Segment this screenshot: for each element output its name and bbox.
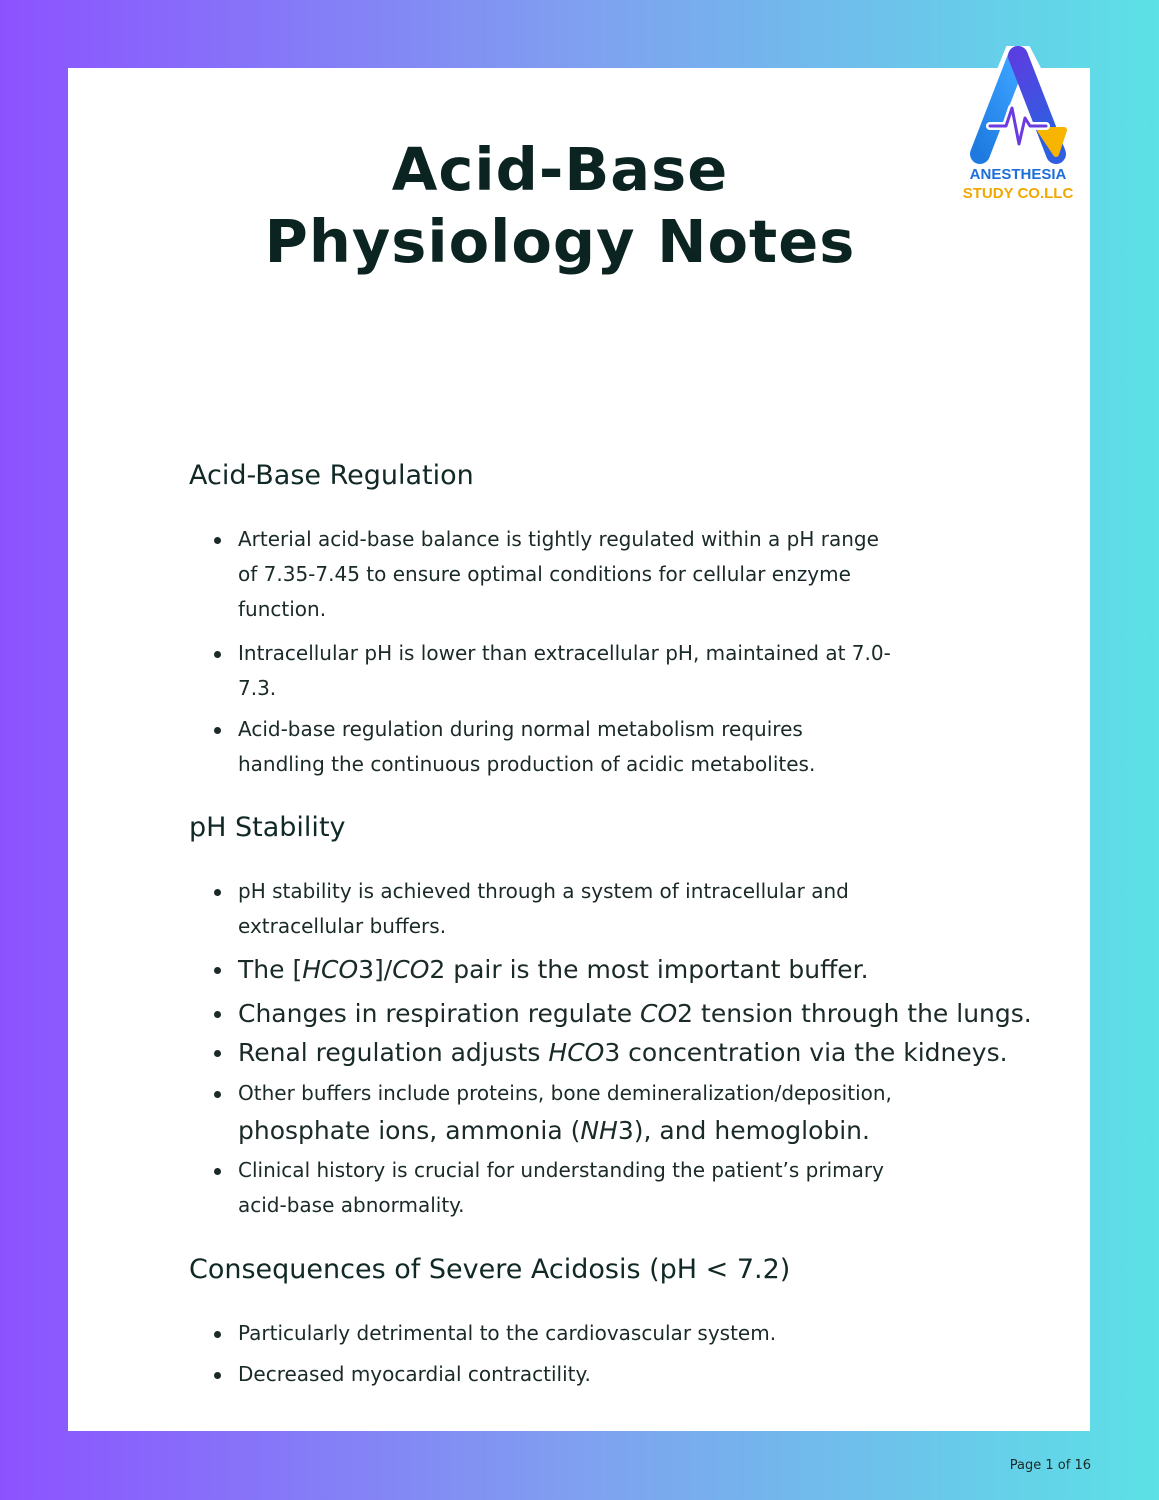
logo-text-study-co: STUDY CO.LLC — [962, 185, 1074, 202]
bullet-cardiovascular: Particularly detrimental to the cardiovascular system. — [238, 1316, 776, 1351]
bullet-arterial-balance: Arterial acid-base balance is tightly regulated within a pH range of 7.35-7.45 to ensure optimal conditions for cellular enzyme function. — [238, 522, 879, 627]
bullet-renal-regulation: Renal regulation adjusts HCO3 concentration via the kidneys. — [238, 1033, 1008, 1073]
bullet-clinical-history: Clinical history is crucial for understanding the patient’s primary acid-base abnormality. — [238, 1153, 884, 1223]
bullet-intracellular-ph: Intracellular pH is lower than extracellular pH, maintained at 7.0- 7.3. — [238, 636, 891, 706]
logo-text-anesthesia: ANESTHESIA — [969, 166, 1067, 183]
section-heading-acid-base-regulation: Acid-Base Regulation — [189, 460, 474, 491]
title-line-1: Acid-Base — [391, 135, 729, 204]
company-logo — [956, 46, 1080, 211]
title-line-2: Physiology Notes — [264, 207, 856, 276]
bullet-normal-metabolism: Acid-base regulation during normal metabolism requires handling the continuous production of acidic metabolites. — [238, 712, 815, 782]
section-heading-ph-stability: pH Stability — [189, 812, 346, 843]
document-title — [0, 134, 1120, 278]
logo-a-icon — [956, 46, 1080, 166]
bullet-bicarbonate-pair: The [HCO3]/CO2 pair is the most important buffer. — [238, 950, 869, 990]
section-heading-severe-acidosis: Consequences of Severe Acidosis (pH < 7.2) — [189, 1254, 791, 1285]
bullet-respiration: Changes in respiration regulate CO2 tension through the lungs. — [238, 994, 1032, 1034]
bullet-myocardial-contractility: Decreased myocardial contractility. — [238, 1357, 591, 1392]
bullet-buffer-system: pH stability is achieved through a system of intracellular and extracellular buffers. — [238, 874, 849, 944]
bullet-other-buffers: Other buffers include proteins, bone demineralization/deposition, phosphate ions, ammonia (NH3), and hemoglobin. — [238, 1076, 892, 1151]
page-number: Page 1 of 16 — [1009, 1458, 1091, 1473]
